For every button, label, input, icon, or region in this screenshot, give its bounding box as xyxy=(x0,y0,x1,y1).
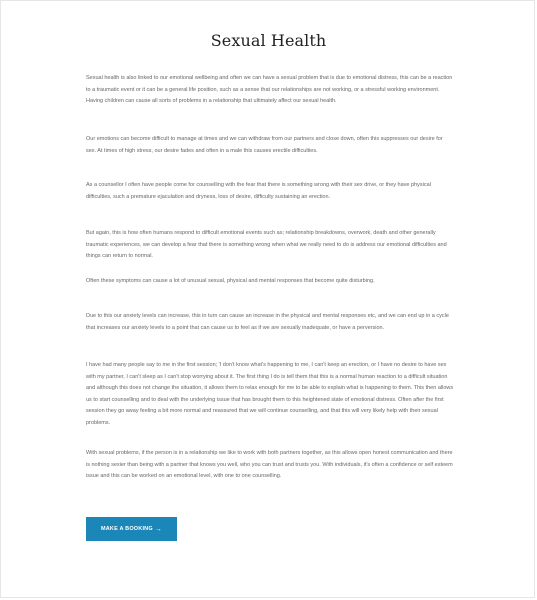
page-title: Sexual Health xyxy=(210,31,327,50)
arrow-right-icon: → xyxy=(154,525,163,533)
paragraph-3: As a counsellor I often have people come for counselling with the fear that there is something wrong with their sex drive, or they have physical difficulties, such a premature ejaculation and dryness, loss of desire, difficulty sustaining an erection. xyxy=(86,182,431,200)
paragraph-2: Our emotions can become difficult to manage at times and we can withdraw from our partners and close down, often this suppresses our desire for sex. At times of high stress, our desire fades and often in a male this causes erectile difficulties. xyxy=(86,136,443,154)
paragraph-4: But again, this is how often humans respond to difficult emotional events such as; relationship breakdowns, overwork, death and other generally traumatic experiences, we can develop a fear that there is something wrong when what we really need to do is address our emotional difficulties and things can return to normal. xyxy=(86,230,447,259)
paragraph-1: Sexual health is also linked to our emotional wellbeing and often we can have a sexual problem that is due to emotional distress, this can be a reaction to a traumatic event or it can be a general life position, such as a sense that our relationships are not working, or a stressful working environment. Having children can cause all sorts of problems in a relationship that ultimately affect our sexual health. xyxy=(86,75,453,104)
make-a-booking-button[interactable] xyxy=(86,517,177,541)
make-a-booking-label: MAKE A BOOKING xyxy=(100,526,153,532)
paragraph-5: Often these symptoms can cause a lot of unusual sexual, physical and mental responses that become quite disturbing. xyxy=(86,278,375,284)
paragraph-8: With sexual problems, if the person is in a relationship we like to work with both partners together, as this allows open honest communication and there is nothing sexier than being with a partner that knows you well, who you can trust and trusts you. With individuals, it's often a confidence or self esteem issue and this can be worked on an emotional level, with one to one counselling. xyxy=(86,450,453,479)
paragraph-6: Due to this our anxiety levels can increase, this in turn can cause an increase in the physical and mental responses etc, and we can end up in a cycle that increases our anxiety levels to a point that can cause us to feel as if we are sexually inadequate, or have a perversion. xyxy=(86,313,449,331)
paragraph-7: I have had many people say to me in the first session; 'I don't know what's happening to me, I can't keep an erection, or I have no desire to have sex with my partner, I can't sleep as I can't stop worrying about it. The first thing I do is tell them that this is a normal human reaction to a difficult situation and although this does not change the situation, it allows them to relax enough for me to be able to explain what is happening to them. This then allows us to start counselling and to deal with the underlying issue that has brought them to this heightened state of emotional distress. Often after the first session they go away feeling a bit more normal and reassured that we will continue counselling, and that this will very likely help with their sexual problems. xyxy=(86,362,454,426)
